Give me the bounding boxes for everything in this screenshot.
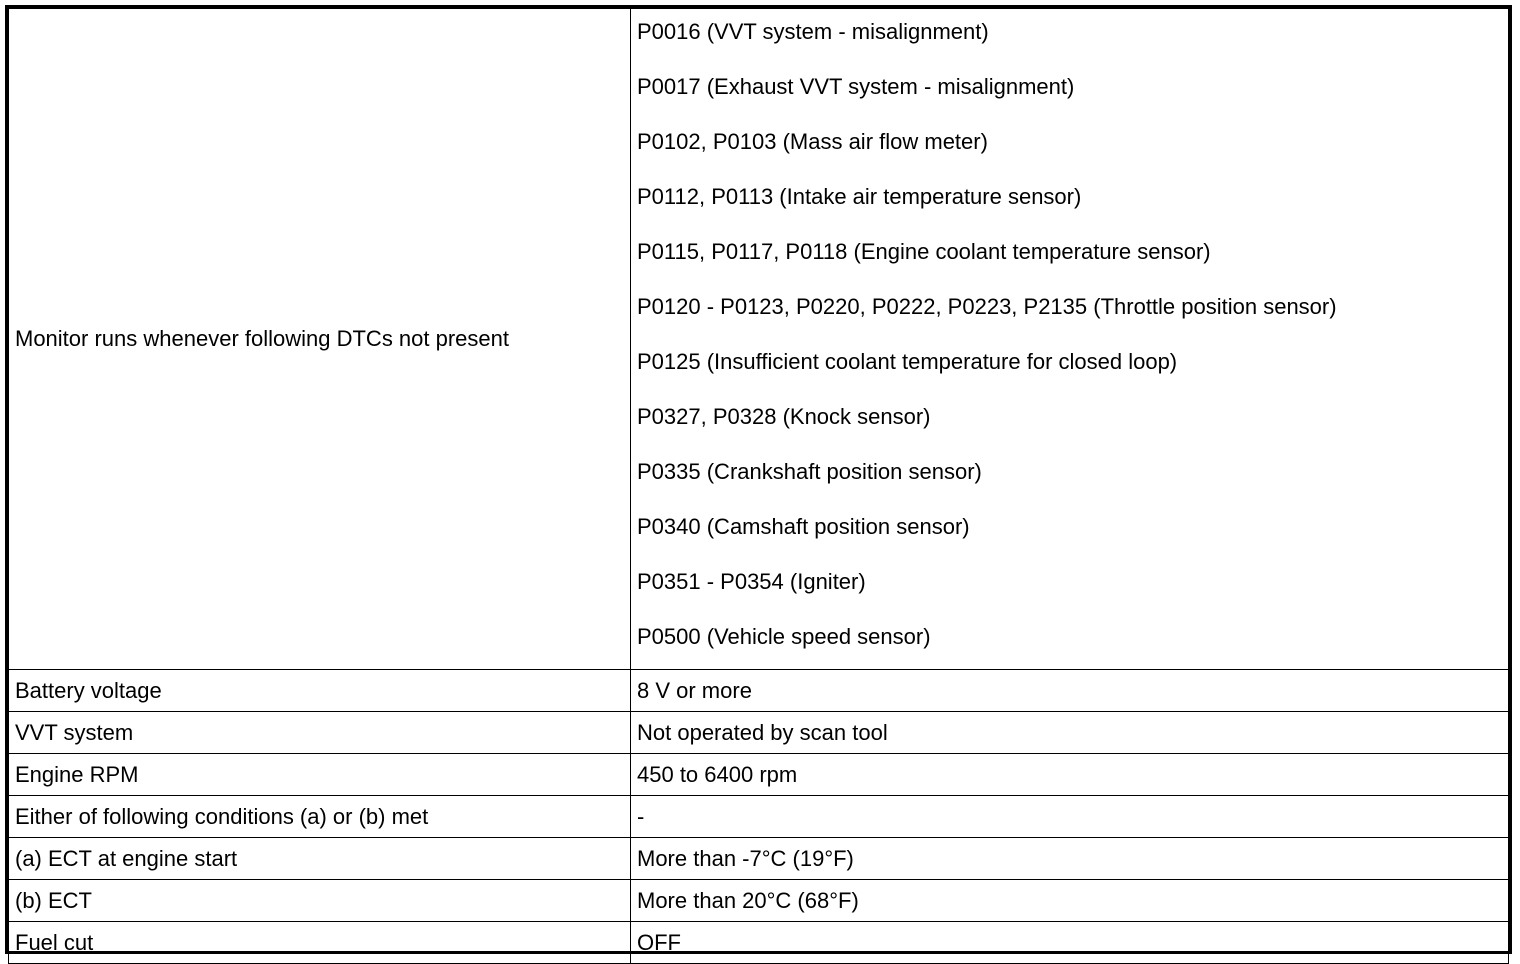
dtc-item: P0327, P0328 (Knock sensor)	[637, 404, 931, 429]
condition-label: (a) ECT at engine start	[9, 838, 631, 880]
dtc-item: P0017 (Exhaust VVT system - misalignment)	[637, 74, 1075, 99]
condition-label: Monitor runs whenever following DTCs not present	[9, 9, 631, 670]
dtc-item: P0120 - P0123, P0220, P0222, P0223, P2135 (Throttle position sensor)	[637, 294, 1337, 319]
table-row	[9, 754, 1509, 796]
condition-value: More than 20°C (68°F)	[631, 880, 1509, 922]
condition-value: Not operated by scan tool	[631, 712, 1509, 754]
condition-label: VVT system	[9, 712, 631, 754]
dtc-item: P0125 (Insufficient coolant temperature for closed loop)	[637, 349, 1178, 374]
conditions-table-frame	[5, 5, 1512, 954]
dtc-item: P0500 (Vehicle speed sensor)	[637, 624, 931, 649]
condition-label: (b) ECT	[9, 880, 631, 922]
condition-value: More than -7°C (19°F)	[631, 838, 1509, 880]
condition-label: Either of following conditions (a) or (b) met	[9, 796, 631, 838]
dtc-item: P0340 (Camshaft position sensor)	[637, 514, 970, 539]
monitor-conditions-table	[8, 8, 1509, 964]
table-row	[9, 880, 1509, 922]
table-row	[9, 9, 1509, 670]
dtc-list	[637, 9, 1502, 669]
table-row	[9, 712, 1509, 754]
dtc-item: P0102, P0103 (Mass air flow meter)	[637, 129, 988, 154]
dtc-list-cell	[631, 9, 1509, 670]
condition-value: -	[631, 796, 1509, 838]
table-row	[9, 838, 1509, 880]
condition-value: 8 V or more	[631, 670, 1509, 712]
condition-label: Fuel cut	[9, 922, 631, 964]
dtc-item: P0335 (Crankshaft position sensor)	[637, 459, 982, 484]
condition-label: Battery voltage	[9, 670, 631, 712]
table-row	[9, 670, 1509, 712]
condition-label: Engine RPM	[9, 754, 631, 796]
dtc-item: P0351 - P0354 (Igniter)	[637, 569, 866, 594]
condition-value: OFF	[631, 922, 1509, 964]
table-row	[9, 796, 1509, 838]
table-row	[9, 922, 1509, 964]
dtc-item: P0112, P0113 (Intake air temperature sensor)	[637, 184, 1082, 209]
condition-value: 450 to 6400 rpm	[631, 754, 1509, 796]
dtc-item: P0016 (VVT system - misalignment)	[637, 19, 989, 44]
dtc-item: P0115, P0117, P0118 (Engine coolant temperature sensor)	[637, 239, 1211, 264]
